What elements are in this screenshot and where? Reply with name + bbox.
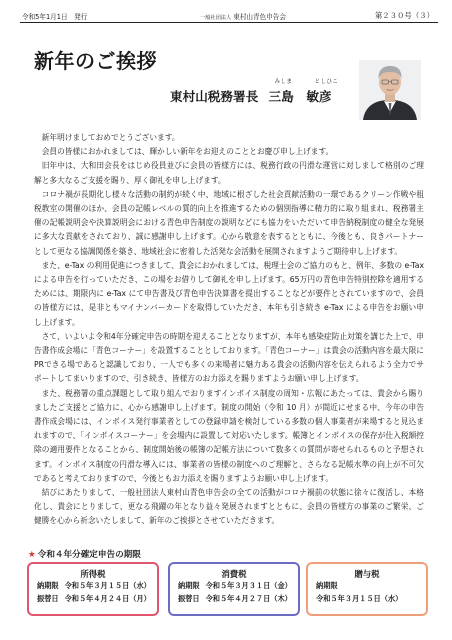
consumption-tax-box	[168, 562, 300, 616]
page-title: 新年のご挨拶	[34, 49, 157, 73]
box-line	[37, 580, 157, 593]
portrait-image	[359, 60, 421, 120]
star-icon: ★	[28, 550, 36, 560]
paragraph: 新年明けましておめでとうございます。	[41, 133, 180, 142]
org-prefix: 一般社団法人	[200, 15, 232, 21]
paragraph: 結びにあたりまして、一般社団法人東村山青色申告会の全ての活動がコロナ禍前の状態に徐々に復活し、本格化し、貴会にとりまして、更なる飛躍の年となり益々発展されますとともに、会員の皆様方の事業のご繁栄、ご健勝を心から祈念いたしまして、新年のご挨拶とさせていただきます。	[34, 488, 424, 526]
paragraph: また、e-Tax の利用促進につきまして、貴会におかれましては、税理士会のご協力のもと、例年、多数の e-Tax による申告を行っていただき、この場をお借りして御礼を申し上げます。65万円の青色申告特別控除を適用するためには、期限内に e-Tax にて申告書及び青色申告決算書を提出することなどが要件とされていますので、会員の皆様方には、是非ともマイナンバーカードを取得していただき、本年も引き続き e-Tax による申告をお願い申し上げます。	[34, 260, 424, 327]
line-value: 令和５年４月２４日（月）	[64, 593, 151, 603]
box-heading: 贈与税	[354, 569, 380, 579]
author-name: 三島 敏彦	[268, 89, 332, 104]
line-value: 令和５年３月１５日（水）	[64, 581, 151, 590]
line-label: 振替日	[37, 593, 59, 603]
ruby-family: みしま	[274, 79, 293, 85]
deadline-section-title	[28, 548, 141, 560]
paragraph: さて、いよいよ令和4年分確定申告の時期を迎えることとなりますが、本年も感染症防止対策を講じた上で、申告書作成会場に「青色コーナー」を設置することとしております。「青色コーナー」は貴会の活動内容を最大限にPRできる場であると認識しており、一人でも多くの来場者に魅力ある貴会の活動内容を伝えられるよう全力でサポートしてまいりますので、引き続き、皆様方のお力添えを賜りますようお願い申し上げます。	[34, 331, 424, 384]
line-value: 令和５年３月１５日（水）	[316, 593, 403, 603]
box-line	[37, 593, 157, 606]
author-portrait	[359, 60, 421, 120]
gift-tax-box	[306, 562, 428, 616]
paragraph: コロナ禍が長期化し様々な活動の制約が続く中、地域に根ざした社会貢献活動の一環であるクリーン作戦や租税教室の開催のほか、会員の記帳レベルの質的向上を推進するための個別指導に精力的に取り組まれ、税務署主催の記帳説明会や決算説明会における青色申告制度の説明などにも協力をいただいて申告納税制度の健全な発展に多大な貢献をされており、誠に感謝申し上げます。心から敬意を表するとともに、今後とも、良きパートナーとして更なる協調関係を築き、地域社会に密着した活発な会活動を展開されますようご期待申し上げます。	[34, 189, 424, 256]
box-line	[316, 593, 426, 606]
author-role: 東村山税務署長	[170, 89, 259, 104]
author-line	[170, 79, 339, 105]
ruby-given: としひこ	[314, 79, 339, 85]
box-heading: 消費税	[221, 569, 247, 579]
line-value: 令和５年３月３１日（金）	[205, 581, 292, 590]
box-heading: 所得税	[80, 569, 106, 579]
paragraph: また、税務署の重点課題として取り組んでおりますインボイス制度の周知・広報にあたっては、貴会から賜りましたご支援とご協力に、心から感謝申し上げます。制度の開始（令和 10 月）が間近にせまる中、今年の申告書作成会場には、インボイス発行事業者としての登録申請を検討している多数の個人事業者が来場すると見込まれますので、「インボイスコーナー」を会場内に設置して対応いたします。帳簿とインボイスの保存が仕入税額控除の適用要件となることから、制度開始後の帳簿の記帳方法について数多くの質問が寄せられるものと予想されます。インボイス制度の円滑な導入には、事業者の皆様の制度へのご理解と、さらなる記帳水準の向上が不可欠であると考えておりますので、今後ともお力添えを賜りますようお願い申し上げます。	[34, 388, 424, 483]
issue-number: 第２３０号（３）	[374, 11, 434, 20]
box-line	[178, 580, 298, 593]
organization	[200, 11, 286, 21]
paragraph: 旧年中は、大和田会長をはじめ役員並びに会員の皆様方には、税務行政の円滑な運営に対しまして格別のご理解と多大なるご支援を賜り、厚く御礼を申し上げます。	[34, 161, 424, 185]
header-divider	[20, 22, 438, 23]
line-value: 令和５年４月２７日（木）	[205, 593, 292, 603]
line-label: 納期限	[316, 581, 338, 590]
income-tax-box	[27, 562, 159, 616]
line-label: 振替日	[178, 593, 200, 603]
page-header	[22, 8, 438, 22]
deadline-title-text: 令和４年分確定申告の期限	[37, 550, 141, 560]
line-label: 納期限	[37, 581, 59, 590]
box-line	[316, 580, 426, 593]
org-name: 東村山青色申告会	[233, 13, 286, 21]
issue-date: 令和5年1月1日 発行	[22, 13, 88, 21]
author-name-group	[268, 79, 339, 105]
line-label: 納期限	[178, 581, 200, 590]
greeting-body	[34, 131, 424, 529]
paragraph: 会員の皆様におかれましては、輝かしい新年をお迎えのこととお慶び申し上げます。	[41, 147, 334, 157]
box-line	[178, 593, 298, 606]
